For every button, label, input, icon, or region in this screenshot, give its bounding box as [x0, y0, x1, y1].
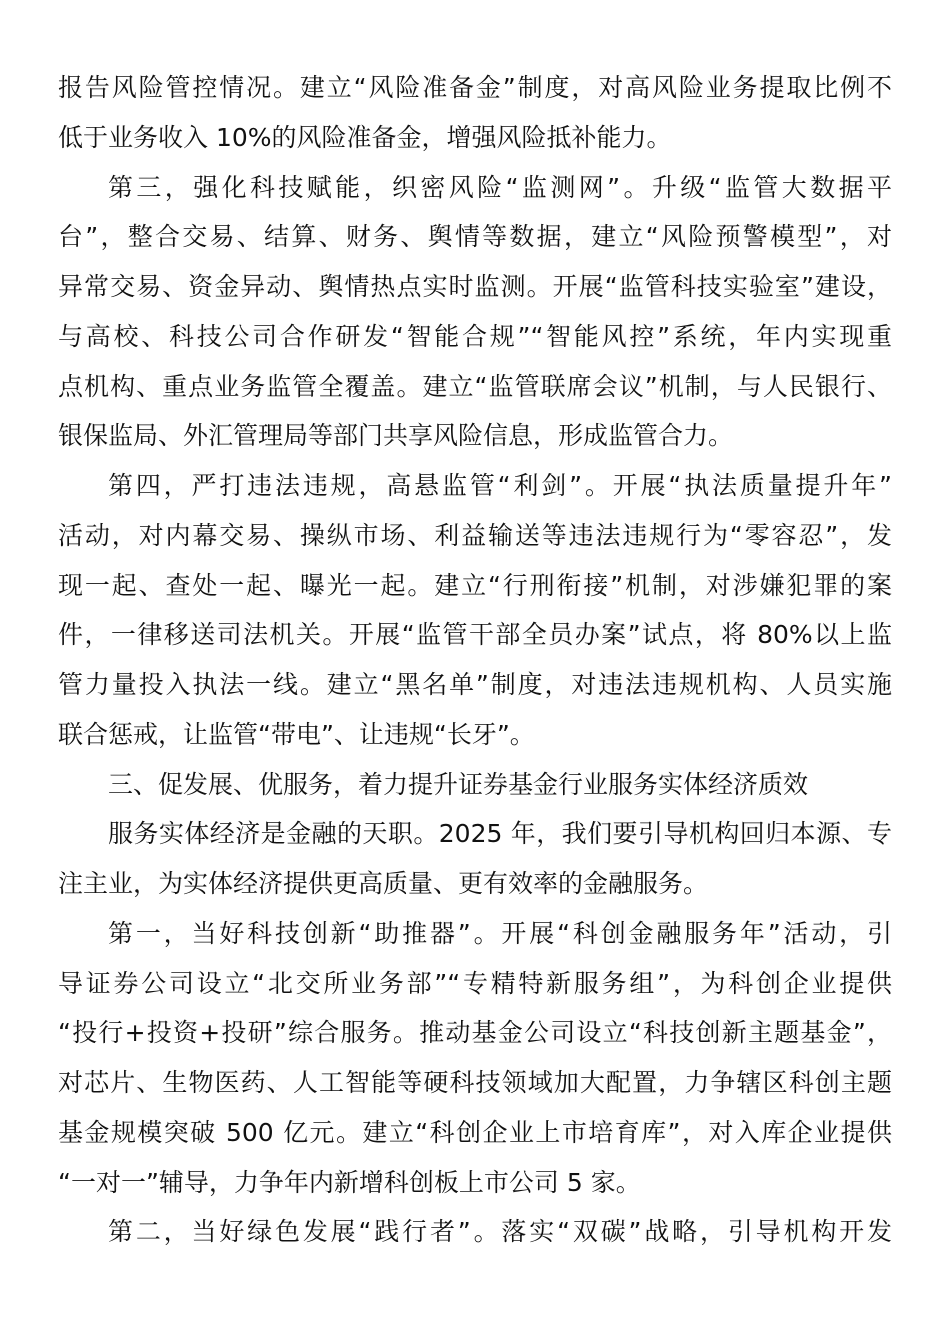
text-line: 第三，强化科技赋能，织密风险“监测网”。升级“监管大数据平: [108, 172, 892, 202]
text-line: 管力量投入执法一线。建立“黑名单”制度，对违法违规机构、人员实施: [58, 670, 892, 699]
text-line: 第二，当好绿色发展“践行者”。落实“双碳”战略，引导机构开发: [108, 1217, 892, 1247]
text-line: 低于业务收入 10%的风险准备金，增强风险抵补能力。: [58, 122, 672, 152]
text-line: 异常交易、资金异动、舆情热点实时监测。开展“监管科技实验室”建设，: [58, 272, 892, 301]
text-line: 导证券公司设立“北交所业务部”“专精特新服务组”，为科创企业提供: [58, 968, 892, 998]
text-line: 与高校、科技公司合作研发“智能合规”“智能风控”系统，年内实现重: [58, 321, 892, 351]
text-line: 第四，严打违法违规，高悬监管“利剑”。开展“执法质量提升年”: [108, 471, 892, 500]
text-line: 点机构、重点业务监管全覆盖。建立“监管联席会议”机制，与人民银行、: [58, 371, 892, 401]
text-line: 件，一律移送司法机关。开展“监管干部全员办案”试点，将 80%以上监: [58, 620, 892, 650]
text-line: 银保监局、外汇管理局等部门共享风险信息，形成监管合力。: [58, 421, 734, 451]
text-line: 服务实体经济是金融的天职。2025 年，我们要引导机构回归本源、专: [108, 819, 892, 849]
text-line: 台”，整合交易、结算、财务、舆情等数据，建立“风险预警模型”，对: [58, 222, 892, 252]
text-line: 报告风险管控情况。建立“风险准备金”制度，对高风险业务提取比例不: [58, 73, 892, 102]
text-line: 联合惩戒，让监管“带电”、让违规“长牙”。: [58, 719, 535, 749]
text-line: “一对一”辅导，力争年内新增科创板上市公司 5 家。: [58, 1167, 641, 1197]
text-line: 注主业，为实体经济提供更高质量、更有效率的金融服务。: [58, 869, 709, 898]
text-line: 第一，当好科技创新“助推器”。开展“科创金融服务年”活动，引: [108, 918, 892, 948]
text-line: 基金规模突破 500 亿元。建立“科创企业上市培育库”，对入库企业提供: [58, 1117, 892, 1147]
text-line: “投行+投资+投研”综合服务。推动基金公司设立“科技创新主题基金”，: [58, 1018, 892, 1048]
document-body: [58, 68, 892, 1262]
text-line: 现一起、查处一起、曝光一起。建立“行刑衔接”机制，对涉嫌犯罪的案: [58, 570, 892, 600]
text-line: 对芯片、生物医药、人工智能等硬科技领域加大配置，力争辖区科创主题: [58, 1068, 892, 1097]
text-line: 活动，对内幕交易、操纵市场、利益输送等违法违规行为“零容忍”，发: [58, 520, 892, 550]
text-line: 三、促发展、优服务，着力提升证券基金行业服务实体经济质效: [108, 769, 809, 799]
